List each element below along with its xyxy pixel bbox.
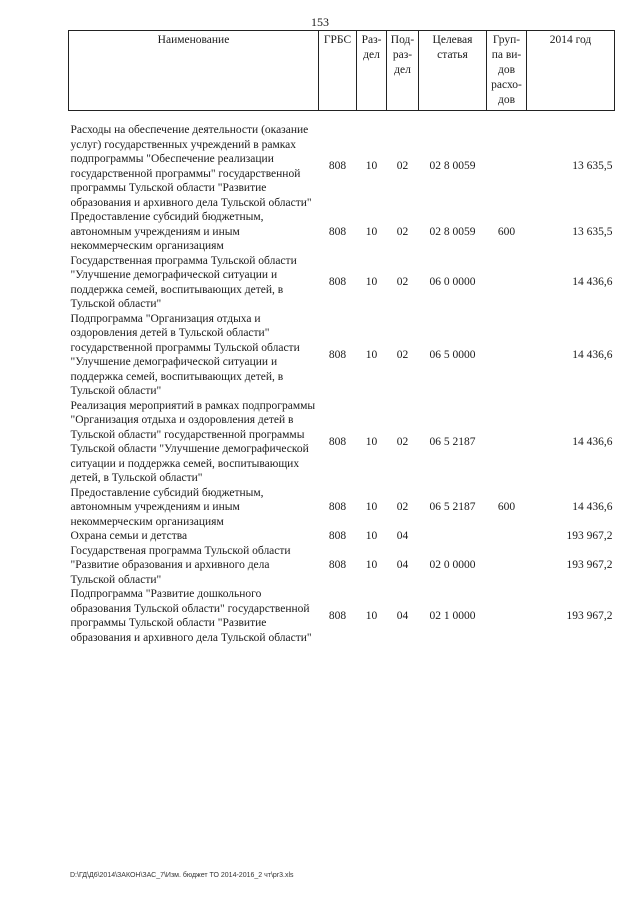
row-name: Государственная программа Тульской области "Улучшение демографической ситуации и поддержка семей, воспитывающих детей, в Тульской области" bbox=[70, 254, 297, 310]
row-expense-group: 600 bbox=[497, 225, 516, 238]
row-name: Предоставление субсидий бюджетным, автономным учреждениям и иным некоммерческим организациям bbox=[70, 211, 264, 252]
row-name: Реализация мероприятий в рамках подпрограммы "Организация отдыха и оздоровления детей в Тульской области" государственной программы Тульской области "Улучшение демографической ситуации и поддержка семей, воспитывающих детей, в Тульской области" bbox=[70, 399, 316, 484]
header-section: Раз-дел bbox=[357, 31, 387, 111]
row-target-article: 02 0 0000 bbox=[429, 559, 476, 571]
file-path-footer: D:\ГД\Д6\2014\ЗАКОН\ЗАС_7\Изм. бюджет ТО 2014-2016_2 чт\pr3.xls bbox=[70, 872, 294, 879]
table-row bbox=[69, 529, 615, 544]
row-subsection: 04 bbox=[396, 609, 409, 622]
row-amount: 193 967,2 bbox=[566, 559, 613, 571]
row-name: Подпрограмма "Развитие дошкольного образования Тульской области" государственной программы Тульской области "Развитие образования и архивного дела Тульской области" bbox=[70, 588, 312, 644]
row-amount: 14 436,6 bbox=[572, 348, 613, 361]
table-row bbox=[69, 210, 615, 254]
table-header-row bbox=[69, 31, 615, 111]
row-amount: 193 967,2 bbox=[566, 530, 613, 542]
header-subsection: Под-раз-дел bbox=[387, 31, 419, 111]
row-section: 10 bbox=[365, 530, 378, 542]
header-expense-group: Груп-па ви-дов расхо-дов bbox=[487, 31, 527, 111]
row-subsection: 02 bbox=[396, 435, 409, 448]
row-target-article: 06 5 0000 bbox=[429, 348, 476, 361]
budget-table bbox=[68, 30, 615, 645]
row-expense-group bbox=[487, 399, 527, 486]
row-subsection: 02 bbox=[396, 501, 409, 513]
table-row bbox=[69, 254, 615, 312]
row-expense-group bbox=[487, 312, 527, 399]
row-amount: 14 436,6 bbox=[572, 435, 613, 448]
row-subsection: 02 bbox=[396, 225, 409, 238]
row-section: 10 bbox=[365, 435, 378, 448]
row-name: Подпрограмма "Организация отдыха и оздоровления детей в Тульской области" государственной программы Тульской области "Улучшение демографической ситуации и поддержка семей, воспитывающих детей, в Тульской области" bbox=[70, 312, 300, 397]
row-subsection: 02 bbox=[396, 160, 409, 173]
row-expense-group: 600 bbox=[497, 501, 516, 513]
table-row bbox=[69, 399, 615, 486]
row-grbs: 808 bbox=[328, 276, 347, 289]
row-section: 10 bbox=[365, 501, 378, 513]
row-expense-group bbox=[487, 254, 527, 312]
row-grbs: 808 bbox=[328, 160, 347, 173]
row-expense-group bbox=[487, 529, 527, 544]
row-section: 10 bbox=[365, 348, 378, 361]
row-grbs: 808 bbox=[328, 501, 347, 513]
row-subsection: 04 bbox=[396, 559, 409, 571]
header-grbs: ГРБС bbox=[319, 31, 357, 111]
row-grbs: 808 bbox=[328, 435, 347, 448]
row-subsection: 02 bbox=[396, 348, 409, 361]
row-grbs: 808 bbox=[328, 609, 347, 622]
row-name: Охрана семьи и детства bbox=[70, 530, 188, 542]
row-name: Государственая программа Тульской области "Развитие образования и архивного дела Тульской области" bbox=[70, 544, 291, 586]
header-year: 2014 год bbox=[527, 31, 615, 111]
row-target-article bbox=[419, 529, 487, 544]
row-amount: 13 635,5 bbox=[572, 160, 613, 173]
row-grbs: 808 bbox=[328, 559, 347, 571]
row-target-article: 06 0 0000 bbox=[429, 276, 476, 289]
table-row bbox=[69, 544, 615, 588]
row-amount: 13 635,5 bbox=[572, 225, 613, 238]
row-section: 10 bbox=[365, 160, 378, 173]
table-row bbox=[69, 486, 615, 530]
row-target-article: 02 8 0059 bbox=[429, 160, 476, 173]
row-target-article: 02 8 0059 bbox=[429, 225, 476, 238]
table-row bbox=[69, 123, 615, 210]
row-subsection: 02 bbox=[396, 276, 409, 289]
row-amount: 193 967,2 bbox=[566, 609, 613, 622]
row-grbs: 808 bbox=[328, 348, 347, 361]
row-expense-group bbox=[487, 544, 527, 588]
row-subsection: 04 bbox=[396, 530, 409, 542]
header-target-article: Целевая статья bbox=[419, 31, 487, 111]
row-section: 10 bbox=[365, 225, 378, 238]
row-name: Расходы на обеспечение деятельности (оказание услуг) государственных учреждений в рамках подпрограммы "Обеспечение реализации государственной программы" государственной программы Тульской области "Развитие образования и архивного дела Тульской области" bbox=[70, 124, 312, 209]
row-expense-group bbox=[487, 123, 527, 210]
row-section: 10 bbox=[365, 276, 378, 289]
row-amount: 14 436,6 bbox=[572, 276, 613, 289]
row-amount: 14 436,6 bbox=[572, 501, 613, 513]
table-row bbox=[69, 587, 615, 645]
row-target-article: 02 1 0000 bbox=[429, 609, 476, 622]
header-name: Наименование bbox=[69, 31, 319, 111]
row-section: 10 bbox=[365, 559, 378, 571]
row-name: Предоставление субсидий бюджетным, автономным учреждениям и иным некоммерческим организациям bbox=[70, 486, 264, 528]
row-target-article: 06 5 2187 bbox=[429, 501, 476, 513]
row-target-article: 06 5 2187 bbox=[429, 435, 476, 448]
row-section: 10 bbox=[365, 609, 378, 622]
row-expense-group bbox=[487, 587, 527, 645]
row-grbs: 808 bbox=[328, 225, 347, 238]
row-grbs: 808 bbox=[328, 530, 347, 542]
table-row bbox=[69, 312, 615, 399]
page-number: 153 bbox=[311, 15, 329, 29]
